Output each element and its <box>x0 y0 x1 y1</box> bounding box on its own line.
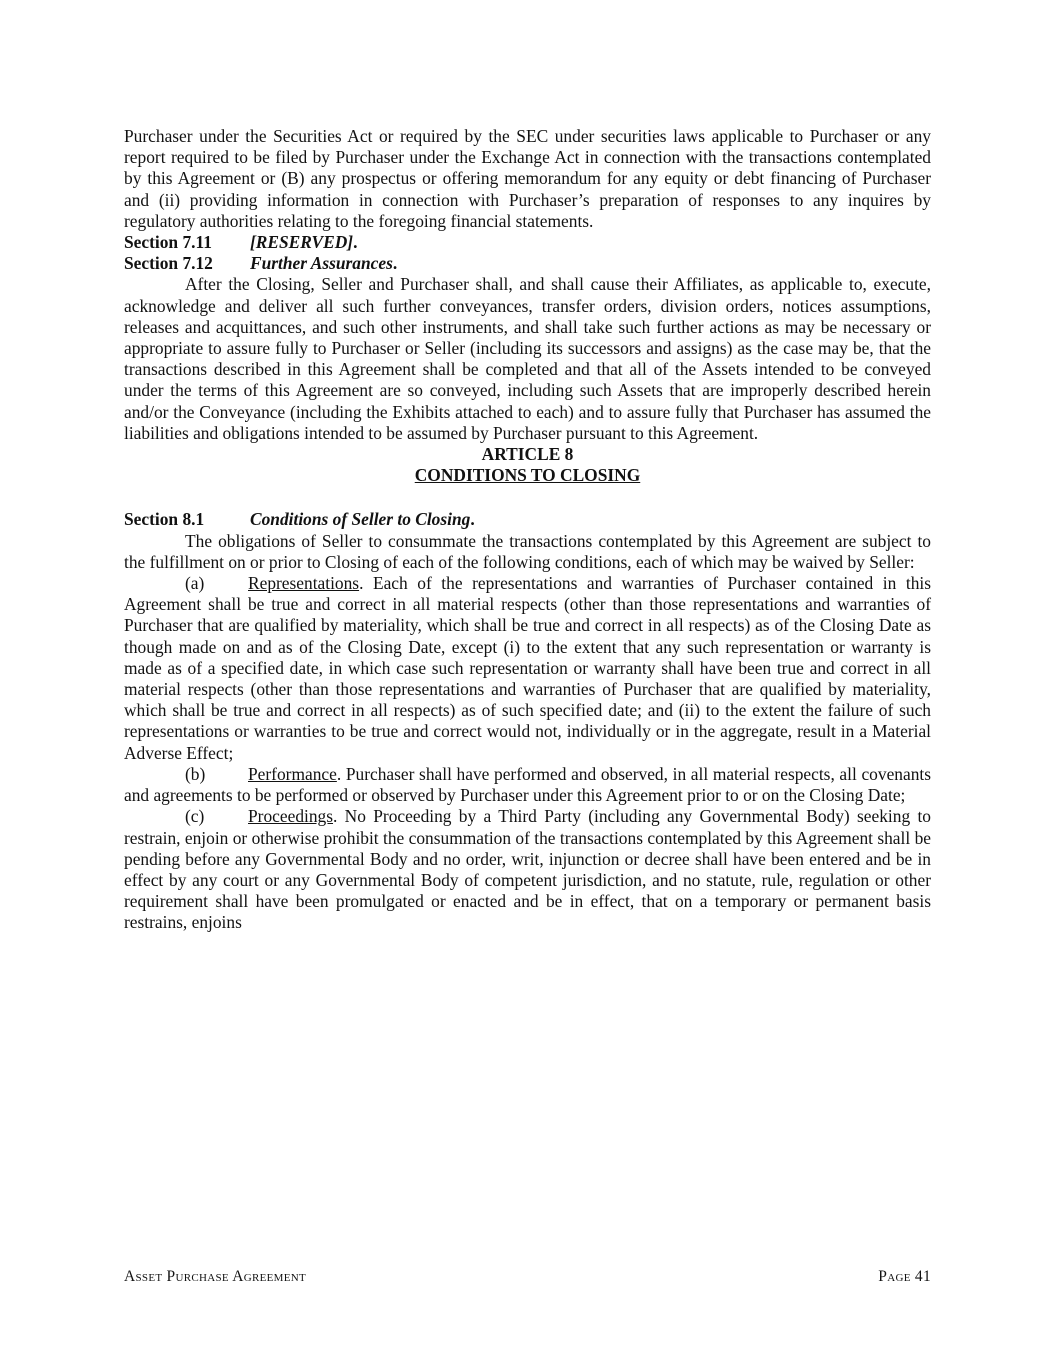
clause-c-label: (c) <box>185 806 205 827</box>
footer-document-title: Asset Purchase Agreement <box>124 1268 307 1285</box>
section-8-1-number: Section 8.1 <box>124 509 205 530</box>
clause-a-label: (a) <box>185 573 205 594</box>
continuation-paragraph: Purchaser under the Securities Act or required by the SEC under securities laws applicable to Purchaser or any report required to be filed by Purchaser under the Exchange Act in connection with the transactions contemplated by this Agreement or (B) any prospectus or offering memorandum for any equity or debt financing of Purchaser and (ii) providing information in connection with Purchaser’s preparation of responses to any inquires by regulatory authorities relating to the foregoing financial statements. <box>124 126 931 231</box>
page-footer <box>124 1268 931 1286</box>
section-8-1-title: Conditions of Seller to Closing <box>250 509 471 530</box>
section-7-11-heading <box>124 232 931 253</box>
clause-c-heading: Proceedings <box>248 806 334 827</box>
clause-c-paragraph <box>124 806 931 933</box>
section-7-11-number: Section 7.11 <box>124 232 212 253</box>
section-8-1-period: . <box>470 509 475 530</box>
article-8-heading <box>124 444 931 486</box>
document-body <box>124 126 931 934</box>
clause-a-text: . Each of the representations and warranties of Purchaser contained in this Agreement shall be true and correct in all material respects (other than those representations and warranties of Purchaser that are qualified by materiality, which shall be true and correct in all respects) as of the Closing Date as though made on and as of the Closing Date, except (i) to the extent that any such representation or warranty is made as of a specified date, in which case such representation or warranty shall have been true and correct in all material respects (other than those representations and warranties of Purchaser that are qualified by materiality, which shall be true and correct in all respects) as of such specified date; and (ii) to the extent the failure of such representations or warranties to be true and correct would not, individually or in the aggregate, result in a Material Adverse Effect; <box>124 573 931 763</box>
clause-b-text: . Purchaser shall have performed and observed, in all material respects, all covenants and agreements to be performed or observed by Purchaser under this Agreement prior to or on the Closing Date; <box>124 763 931 806</box>
further-assurances-paragraph: After the Closing, Seller and Purchaser shall, and shall cause their Affiliates, as applicable to, execute, acknowledge and deliver all such further conveyances, transfer orders, division orders, notices assumptions, releases and acquittances, and such other instruments, and shall take such further actions as may be necessary or appropriate to assure fully to Purchaser or Seller (including its successors and assigns) as the case may be, that the transactions described in this Agreement shall be completed and that all of the Assets intended to be conveyed under the terms of this Agreement are so conveyed, including such Assets that are improperly described herein and/or the Conveyance (including the Exhibits attached to each) and to assure fully that Purchaser has assumed the liabilities and obligations intended to be assumed by Purchaser pursuant to this Agreement. <box>124 274 931 443</box>
clause-c-text: . No Proceeding by a Third Party (including any Governmental Body) seeking to restrain, enjoin or otherwise prohibit the consummation of the transactions contemplated by this Agreement shall be pending before any Governmental Body and no order, writ, injunction or decree shall have been entered and be in effect by any court or any Governmental Body of competent jurisdiction, and no statute, rule, regulation or other requirement shall have been promulgated or enacted and be in effect, that on a temporary or permanent basis restrains, enjoins <box>124 806 931 933</box>
section-7-11-title: [RESERVED] <box>250 232 354 253</box>
section-7-12-number: Section 7.12 <box>124 253 213 274</box>
clause-a-paragraph <box>124 573 931 764</box>
section-7-12-title: Further Assurances <box>250 253 393 274</box>
footer-page-number: Page 41 <box>878 1268 931 1285</box>
section-8-1-heading <box>124 509 931 530</box>
section-7-12-heading <box>124 253 931 274</box>
clause-b-heading: Performance <box>248 763 337 784</box>
obligations-paragraph: The obligations of Seller to consummate the transactions contemplated by this Agreement are subject to the fulfillment on or prior to Closing of each of the following conditions, each of which may be waived by Seller: <box>124 530 931 572</box>
clause-b-paragraph <box>124 764 931 806</box>
section-7-11-period: . <box>353 232 358 253</box>
section-7-12-period: . <box>392 253 398 274</box>
article-number: ARTICLE 8 <box>481 444 574 465</box>
clause-a-heading: Representations <box>248 573 360 594</box>
clause-b-label: (b) <box>185 763 206 784</box>
article-title: CONDITIONS TO CLOSING <box>414 465 641 486</box>
